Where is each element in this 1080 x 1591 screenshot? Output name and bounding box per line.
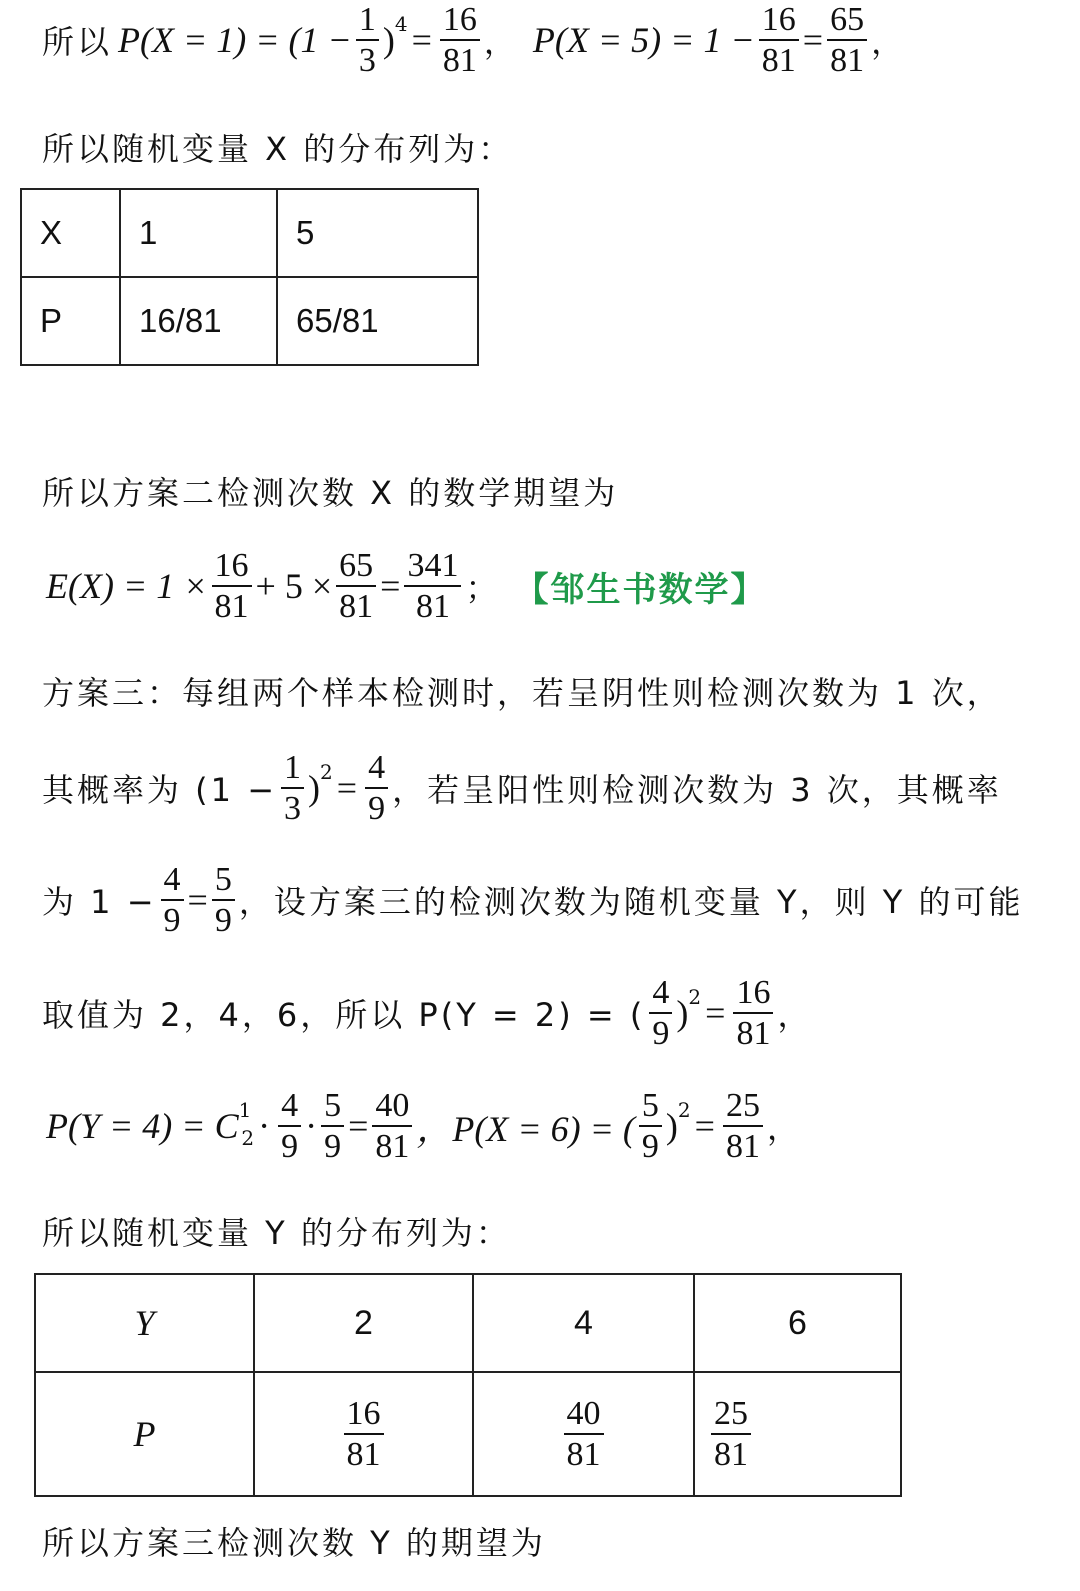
fraction-16-81: $\frac{16}{81}$ — [440, 2, 480, 78]
table-row — [21, 277, 478, 365]
table-cell: 16/81 — [120, 277, 277, 365]
formula-line-8: 取值为 2，4，6，所以 P(Y = 2) = ( $\frac{4}{9}$ ) 2 = $\frac{16}{81}$ ， — [42, 974, 813, 1052]
table-cell: 6 — [694, 1274, 901, 1372]
table-cell: Y — [35, 1274, 254, 1372]
table-cell: 1 — [120, 189, 277, 277]
fraction: $\frac{341}{81}$ — [404, 548, 461, 624]
distribution-table-x — [20, 188, 479, 366]
prefix-text: 所以 — [42, 23, 113, 62]
ex-lhs: E(X) = 1 × — [46, 566, 208, 607]
fraction: $\frac{16}{81}$ — [212, 548, 252, 624]
fraction: $\frac{40}{81}$ — [564, 1396, 604, 1472]
table-cell: X — [21, 189, 120, 277]
formula-line-7: 为 1 − $\frac{4}{9}$ = $\frac{5}{9}$ ，设方案三的检测次数为随机变量 Y，则 Y 的可能 — [42, 861, 1024, 939]
distribution-x-heading: 所以随机变量 X 的分布列为： — [42, 130, 514, 168]
fraction: $\frac{4}{9}$ — [365, 750, 388, 826]
formula-line-6: 其概率为 (1 − $\frac{1}{3}$ ) 2 = $\frac{4}{9}$ ，若呈阳性则检测次数为 3 次，其概率 — [42, 749, 1002, 827]
text-line-5: 方案三：每组两个样本检测时，若呈阴性则检测次数为 1 次， — [42, 674, 1002, 712]
fraction: $\frac{16}{81}$ — [344, 1396, 384, 1472]
fraction: $\frac{40}{81}$ — [372, 1088, 412, 1164]
formula-line-9: P(Y = 4) = C 1 2 · $\frac{4}{9}$ · $\frac{5}{9}$ = $\frac{40}{81}$ ，P(X = 6) = ( $\frac{5}{9}$ ) 2 = $\frac{25}{81}$ ， — [46, 1087, 802, 1165]
table-cell — [694, 1372, 901, 1496]
table-cell: 5 — [277, 189, 478, 277]
px1-label: P(X = 1) = (1 − — [118, 20, 352, 61]
table-row — [21, 189, 478, 277]
expectation-y-heading: 所以方案三检测次数 Y 的期望为 — [42, 1524, 546, 1562]
table-cell — [473, 1372, 694, 1496]
fraction: $\frac{4}{9}$ — [649, 975, 672, 1051]
fraction: $\frac{25}{81}$ — [723, 1088, 763, 1164]
fraction: $\frac{5}{9}$ — [639, 1088, 662, 1164]
fraction-1-3: $\frac{1}{3}$ — [356, 2, 379, 78]
brand-watermark: 【邹生书数学】 — [514, 569, 767, 610]
table-cell: 65/81 — [277, 277, 478, 365]
fraction: $\frac{4}{9}$ — [161, 862, 184, 938]
expectation-x-heading: 所以方案二检测次数 X 的数学期望为 — [42, 474, 619, 512]
table-cell: P — [21, 277, 120, 365]
table-cell — [254, 1372, 473, 1496]
fraction: $\frac{25}{81}$ — [711, 1396, 751, 1472]
fraction-16-81-b: $\frac{16}{81}$ — [759, 2, 799, 78]
fraction: $\frac{5}{9}$ — [212, 862, 235, 938]
formula-line-4: E(X) = 1 × $\frac{16}{81}$ + 5 × $\frac{65}{81}$ = $\frac{341}{81}$ ； 【邹生书数学】 — [46, 547, 767, 625]
table-row — [35, 1372, 901, 1496]
exponent: 4 — [394, 12, 408, 37]
formula-line-1: 所以 P(X = 1) = (1 − $\frac{1}{3}$ ) 4 = $\frac{16}{81}$ ， P(X = 5) = 1 − $\frac{16}{81}$ = $\frac{65}{81}$ ， — [42, 1, 907, 79]
fraction: $\frac{16}{81}$ — [733, 975, 773, 1051]
table-cell: 4 — [473, 1274, 694, 1372]
distribution-y-heading: 所以随机变量 Y 的分布列为： — [42, 1214, 511, 1252]
fraction: $\frac{4}{9}$ — [278, 1088, 301, 1164]
fraction: $\frac{65}{81}$ — [336, 548, 376, 624]
fraction: $\frac{1}{3}$ — [281, 750, 304, 826]
table-cell: P — [35, 1372, 254, 1496]
px5-label: P(X = 5) = 1 − — [532, 20, 755, 61]
fraction-65-81: $\frac{65}{81}$ — [827, 2, 867, 78]
table-cell: 2 — [254, 1274, 473, 1372]
fraction: $\frac{5}{9}$ — [321, 1088, 344, 1164]
table-row — [35, 1274, 901, 1372]
distribution-table-y — [34, 1273, 902, 1497]
